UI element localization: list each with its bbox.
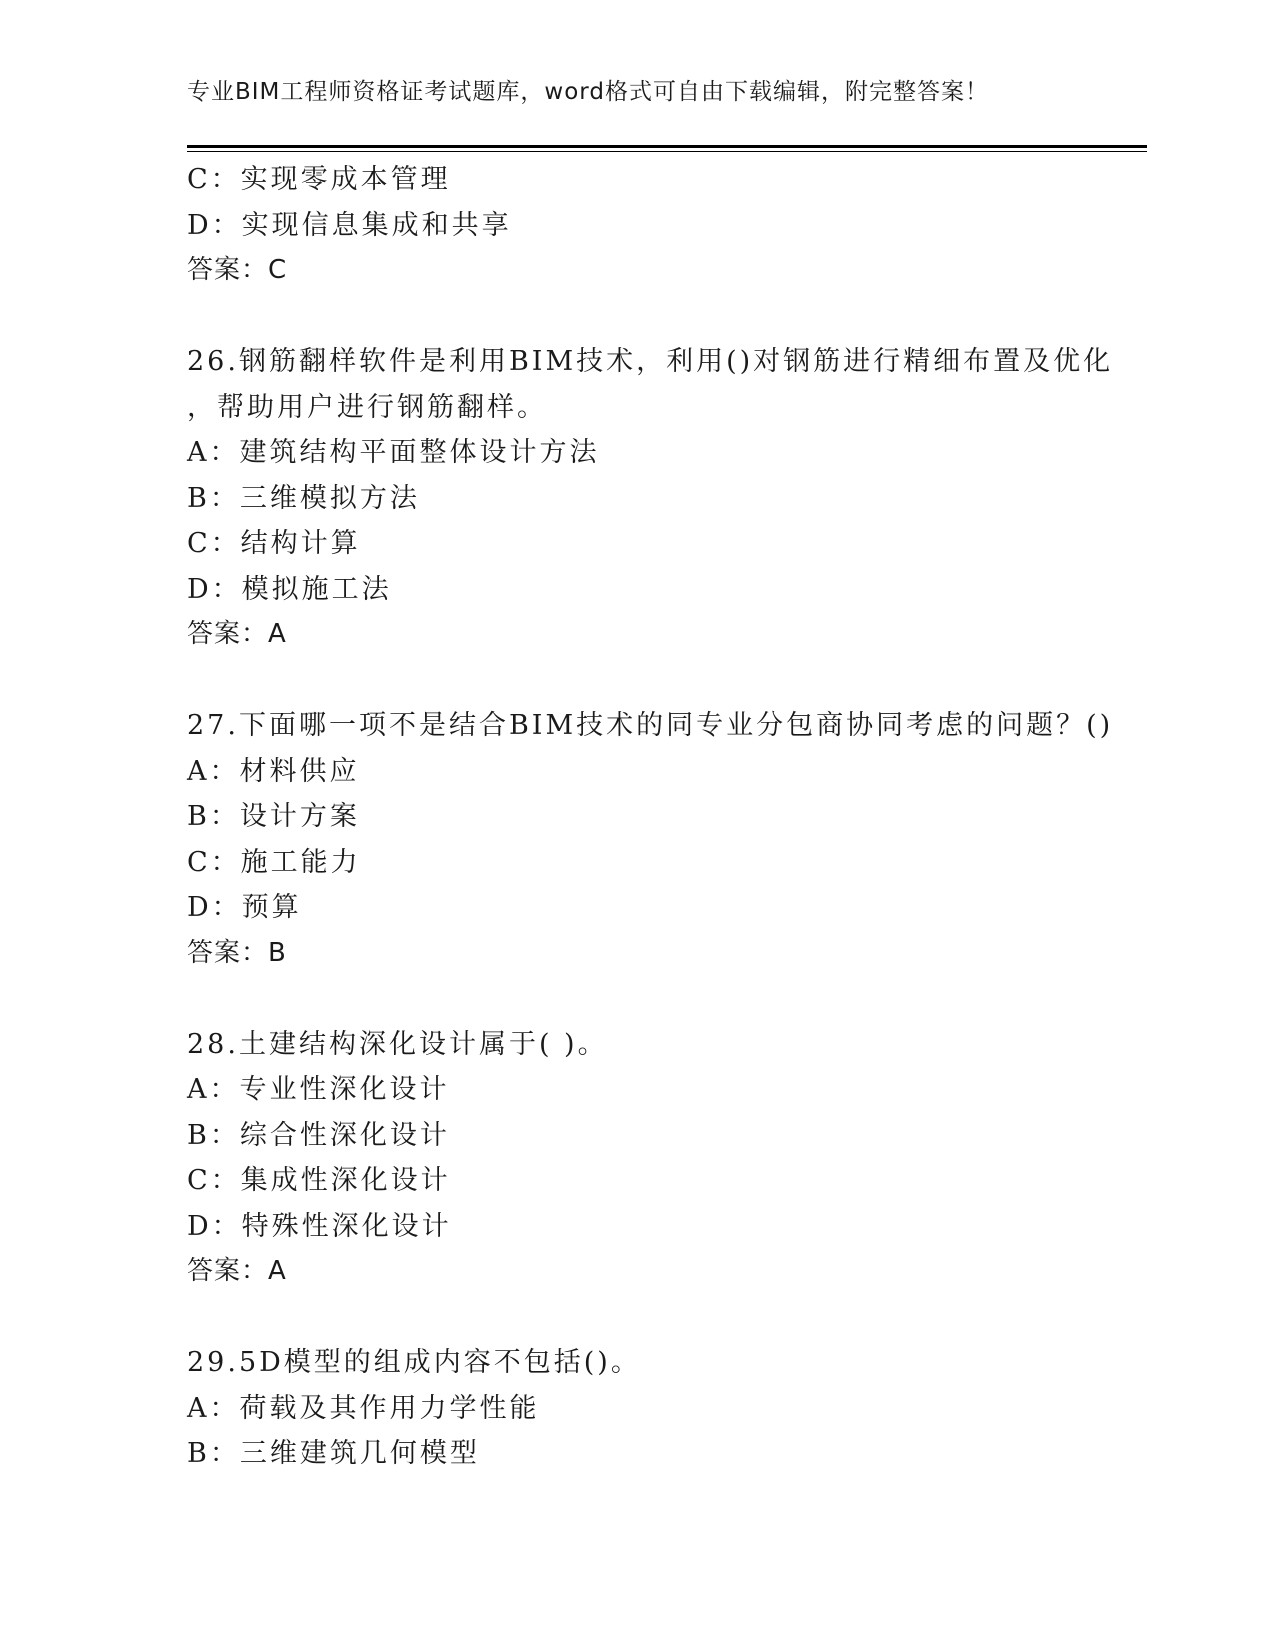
- answer-line: 答案：A: [187, 619, 287, 649]
- option-c: C：集成性深化设计: [187, 1165, 451, 1196]
- answer-line: 答案：C: [187, 255, 288, 285]
- header-rule-thick: [187, 145, 1147, 148]
- option-d: D：模拟施工法: [187, 573, 392, 605]
- header-rule-thin: [187, 151, 1147, 152]
- option-c: C：实现零成本管理: [187, 164, 451, 195]
- question-block-continued: [187, 157, 1087, 294]
- question-26: [187, 339, 1114, 658]
- page-header: 专业BIM工程师资格证考试题库，word格式可自由下载编辑，附完整答案！: [187, 79, 989, 105]
- option-a: A：建筑结构平面整体设计方法: [187, 437, 600, 468]
- spacer: [187, 976, 1087, 1022]
- question-text: 27.下面哪一项不是结合BIM技术的同专业分包商协同考虑的问题？(): [187, 710, 1114, 741]
- answer-line: 答案：B: [187, 937, 287, 968]
- spacer: [187, 294, 1087, 340]
- option-b: B：设计方案: [187, 801, 360, 832]
- answer-line: 答案：A: [187, 1256, 287, 1286]
- spacer: [187, 658, 1087, 704]
- question-text: 26.钢筋翻样软件是利用BIM技术，利用()对钢筋进行精细布置及优化: [187, 346, 1114, 377]
- question-text: 29.5D模型的组成内容不包括()。: [187, 1347, 641, 1378]
- question-text-continued: ，帮助用户进行钢筋翻样。: [187, 391, 547, 423]
- option-d: D：特殊性深化设计: [187, 1210, 452, 1242]
- question-27: [187, 703, 1114, 976]
- option-b: B：综合性深化设计: [187, 1119, 450, 1151]
- option-a: A：专业性深化设计: [187, 1074, 450, 1105]
- option-c: C：结构计算: [187, 528, 361, 559]
- question-29: [187, 1340, 1087, 1477]
- question-28: [187, 1022, 1087, 1295]
- option-c: C：施工能力: [187, 846, 361, 878]
- option-b: B：三维建筑几何模型: [187, 1438, 480, 1469]
- option-d: D：实现信息集成和共享: [187, 209, 512, 241]
- document-body: [187, 157, 1114, 1477]
- spacer: [187, 1295, 1087, 1341]
- option-b: B：三维模拟方法: [187, 482, 420, 514]
- option-a: A：材料供应: [187, 755, 360, 787]
- option-a: A：荷载及其作用力学性能: [187, 1392, 540, 1424]
- question-text: 28.土建结构深化设计属于( )。: [187, 1028, 608, 1060]
- option-d: D：预算: [187, 892, 302, 923]
